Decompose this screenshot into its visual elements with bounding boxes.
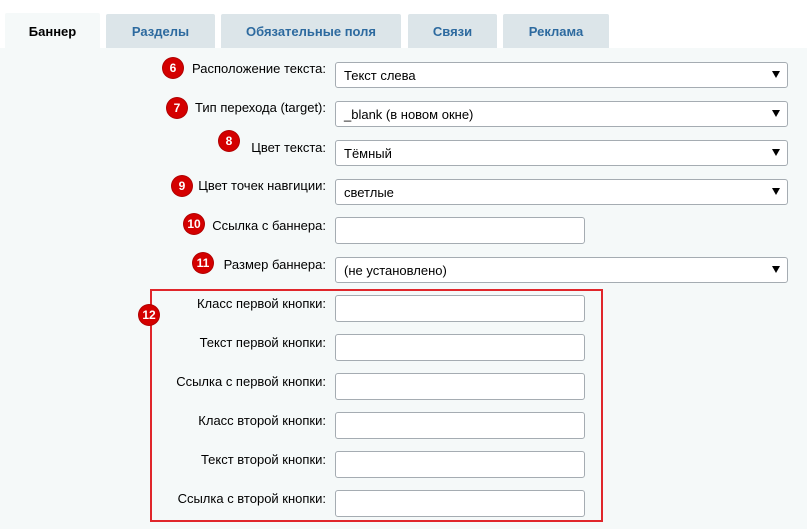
second-button-text-label: Текст второй кнопки: bbox=[200, 452, 326, 467]
banner-size-label: Размер баннера: bbox=[223, 257, 326, 272]
second-button-text-input[interactable] bbox=[335, 451, 585, 478]
step-badge-6: 6 bbox=[163, 58, 183, 78]
banner-link-label: Ссылка с баннера: bbox=[212, 218, 326, 233]
dots-color-label: Цвет точек навгиции: bbox=[198, 178, 326, 193]
banner-size-select[interactable] bbox=[335, 257, 788, 283]
text-position-label: Расположение текста: bbox=[192, 61, 326, 76]
dropdown-arrow-icon bbox=[772, 266, 780, 273]
second-button-class-label: Класс второй кнопки: bbox=[198, 413, 326, 428]
dropdown-arrow-icon bbox=[772, 149, 780, 156]
tab-links[interactable]: Связи bbox=[408, 14, 497, 48]
step-badge-10: 10 bbox=[184, 214, 204, 234]
text-color-label: Цвет текста: bbox=[251, 140, 326, 155]
first-button-link-input[interactable] bbox=[335, 373, 585, 400]
tab-required-fields[interactable]: Обязательные поля bbox=[221, 14, 401, 48]
second-button-class-input[interactable] bbox=[335, 412, 585, 439]
step-badge-11: 11 bbox=[193, 253, 213, 273]
tab-sections[interactable]: Разделы bbox=[106, 14, 215, 48]
step-badge-9: 9 bbox=[172, 176, 192, 196]
tab-banner[interactable]: Баннер bbox=[5, 13, 100, 49]
text-color-select[interactable] bbox=[335, 140, 788, 166]
dropdown-arrow-icon bbox=[772, 110, 780, 117]
text-color-value: Тёмный bbox=[344, 145, 392, 161]
first-button-class-input[interactable] bbox=[335, 295, 585, 322]
second-button-link-input[interactable] bbox=[335, 490, 585, 517]
target-select[interactable] bbox=[335, 101, 788, 127]
buttons-group-highlight bbox=[150, 289, 603, 522]
dots-color-value: светлые bbox=[344, 184, 394, 200]
target-value: _blank (в новом окне) bbox=[344, 106, 474, 122]
first-button-class-label: Класс первой кнопки: bbox=[196, 296, 326, 311]
step-badge-8: 8 bbox=[219, 131, 239, 151]
first-button-link-label: Ссылка с первой кнопки: bbox=[176, 374, 326, 389]
text-position-value: Текст слева bbox=[344, 67, 416, 83]
dots-color-select[interactable] bbox=[335, 179, 788, 205]
tab-advertising[interactable]: Реклама bbox=[503, 14, 609, 48]
step-badge-12: 12 bbox=[139, 305, 159, 325]
dropdown-arrow-icon bbox=[772, 188, 780, 195]
banner-link-input[interactable] bbox=[335, 217, 585, 244]
banner-size-value: (не установлено) bbox=[344, 262, 447, 278]
second-button-link-label: Ссылка с второй кнопки: bbox=[177, 491, 326, 506]
step-badge-7: 7 bbox=[167, 98, 187, 118]
dropdown-arrow-icon bbox=[772, 71, 780, 78]
text-position-select[interactable] bbox=[335, 62, 788, 88]
target-label: Тип перехода (target): bbox=[195, 100, 326, 115]
tab-bar bbox=[0, 0, 807, 48]
first-button-text-label: Текст первой кнопки: bbox=[199, 335, 326, 350]
first-button-text-input[interactable] bbox=[335, 334, 585, 361]
